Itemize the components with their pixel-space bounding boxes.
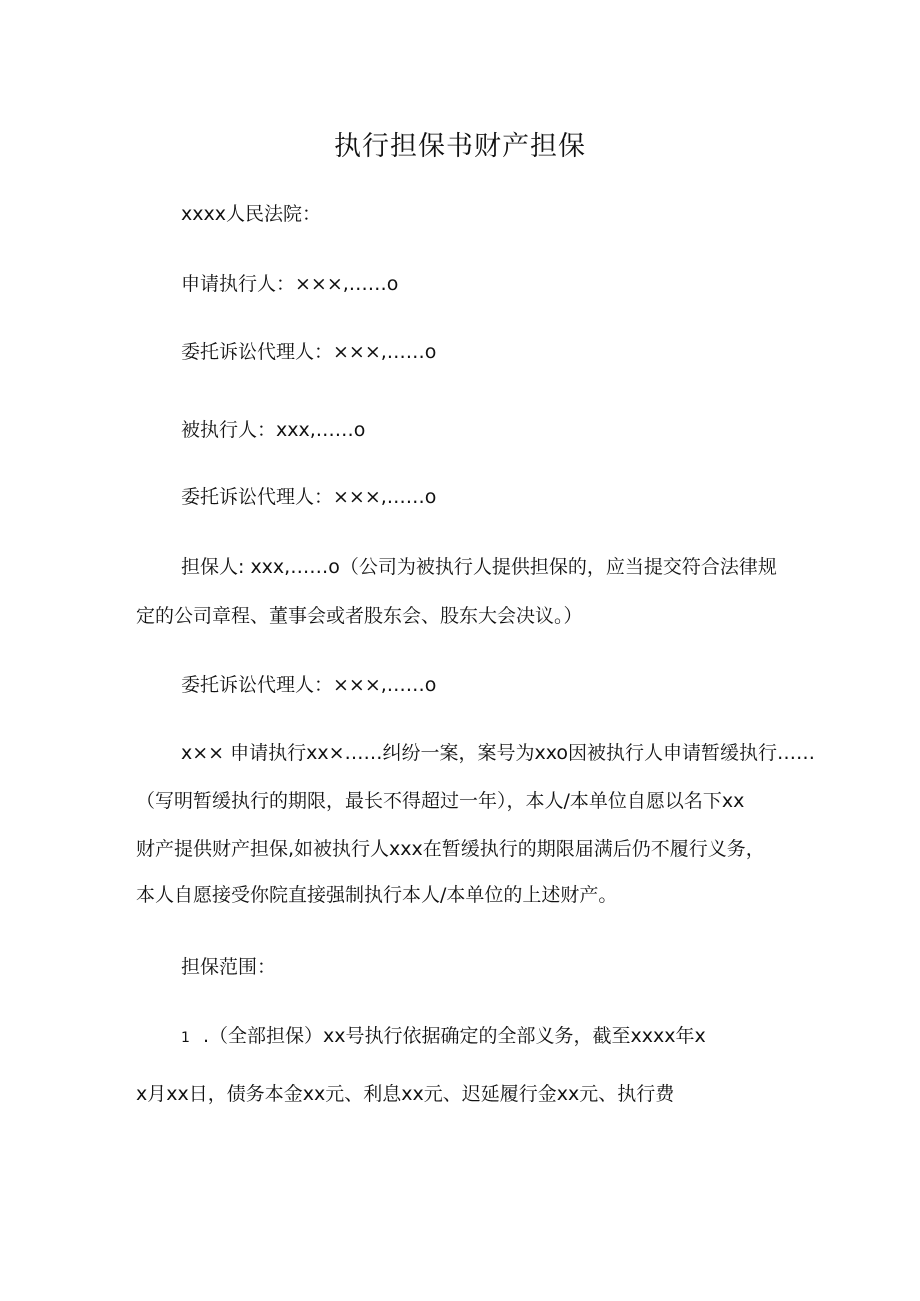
scope-item-number: 1 bbox=[181, 1030, 190, 1046]
scope-item-line-1: .（全部担保）xx号执行依据确定的全部义务，截至xxxx年x bbox=[203, 1025, 706, 1047]
guarantor-line-1: 担保人: xxx,……o（公司为被执行人提供担保的，应当提交符合法律规 bbox=[181, 556, 777, 578]
body-line-4: 本人自愿接受你院直接强制执行本人/本单位的上述财产。 bbox=[136, 884, 618, 906]
respondent-line: 被执行人：xxx,……o bbox=[181, 419, 366, 441]
scope-heading: 担保范围： bbox=[181, 956, 277, 978]
body-line-3: 财产提供财产担保,如被执行人xxx在暂缓执行的期限届满后仍不履行义务， bbox=[136, 838, 765, 860]
body-line-1: x×× 申请执行xx×……纠纷一案，案号为xxo因被执行人申请暂缓执行…… bbox=[181, 742, 816, 764]
guarantor-line-2: 定的公司章程、董事会或者股东会、股东大会决议。） bbox=[136, 605, 583, 627]
guarantor-agent-line: 委托诉讼代理人：×××,……o bbox=[181, 674, 437, 696]
applicant-agent-line: 委托诉讼代理人：×××,……o bbox=[181, 341, 437, 363]
scope-item-line-2: x月xx日，债务本金xx元、利息xx元、迟延履行金xx元、执行费 bbox=[136, 1083, 675, 1105]
document-title: 执行担保书财产担保 bbox=[334, 131, 586, 162]
body-line-2: （写明暂缓执行的期限，最长不得超过一年），本人/本单位自愿以名下xx bbox=[136, 790, 745, 812]
applicant-line: 申请执行人：×××,……o bbox=[181, 273, 399, 295]
addressee: xxxx人民法院： bbox=[181, 203, 321, 225]
respondent-agent-line: 委托诉讼代理人：×××,……o bbox=[181, 486, 437, 508]
